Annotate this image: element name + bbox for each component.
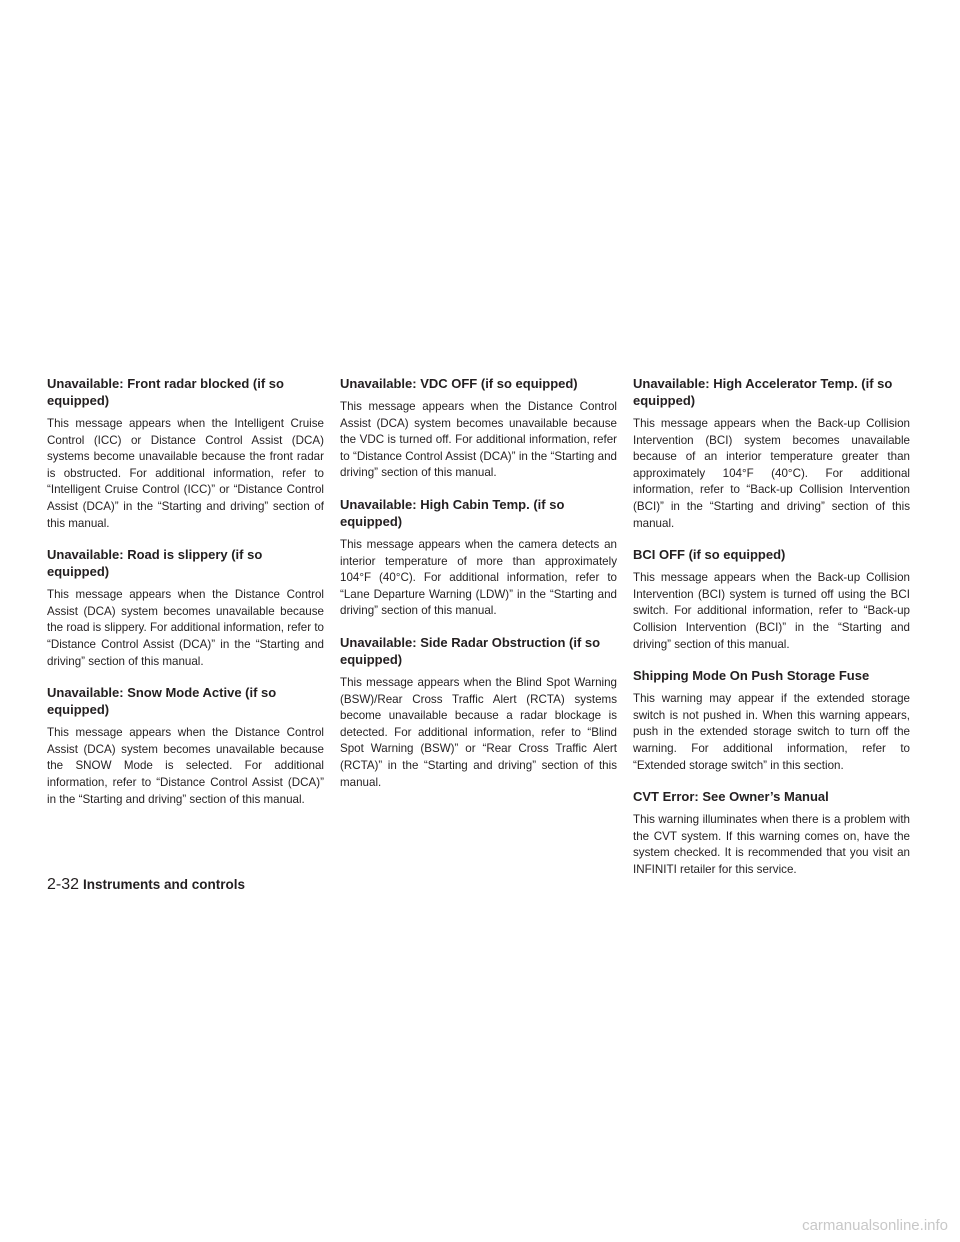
section-heading: Unavailable: High Cabin Temp. (if so equipped) [340,496,565,529]
section [633,546,910,653]
section-heading: Unavailable: High Accelerator Temp. (if so equipped) [633,376,893,408]
page-footer [47,876,245,894]
section [340,375,617,482]
column-1 [47,375,324,822]
section-heading: Unavailable: VDC OFF (if so equipped) [340,376,578,391]
section [633,667,910,774]
section-heading: Unavailable: Side Radar Obstruction (if so equipped) [340,634,601,667]
column-2 [340,375,617,805]
section-heading: BCI OFF (if so equipped) [633,547,786,563]
page-number: 2-32 [47,876,80,893]
section-heading: Unavailable: Front radar blocked (if so equipped) [47,376,284,408]
section-body: This message appears when the Distance Control Assist (DCA) system becomes unavailable because the SNOW Mode is selected. For additional information, refer to “Distance Control Assist (DCA)” in the “Starting and driving” section of this manual. [47,726,324,806]
section-body: This warning illuminates when there is a problem with the CVT system. If this warning comes on, have the system checked. It is recommended that you visit an INFINITI retailer for this service. [633,813,910,876]
section-heading: Unavailable: Road is slippery (if so equipped) [47,547,263,580]
section [633,375,910,532]
section-body: This message appears when the Intelligent Cruise Control (ICC) or Distance Control Assist (DCA) systems become unavailable because the front radar is obstructed. For additional information, refer to “Intelligent Cruise Control (ICC)” or “Distance Control Assist (DCA)” in the “Starting and driving” section of this manual. [47,417,324,530]
section [340,496,617,620]
section-heading: Shipping Mode On Push Storage Fuse [633,668,870,684]
section-body: This message appears when the camera detects an interior temperature of more than approximately 104°F (40°C). For additional information, refer to “Lane Departure Warning (LDW)” in the “Starting and driving” section of this manual. [340,537,617,618]
section-body: This warning may appear if the extended storage switch is not pushed in. When this warning appears, push in the extended storage switch to turn off the warning. For additional information, refer to “Extended storage switch” in this section. [633,692,910,772]
section-body: This message appears when the Distance Control Assist (DCA) system becomes unavailable because the VDC is turned off. For additional information, refer to “Distance Control Assist (DCA)” in the “Starting and driving” section of this manual. [340,400,617,480]
section [47,375,324,532]
section-body: This message appears when the Back-up Collision Intervention (BCI) system is turned off using the BCI switch. For additional information, refer to “Back-up Collision Intervention (BCI)” in the “Starting and driving” section of this manual. [633,571,910,651]
section-heading: CVT Error: See Owner’s Manual [633,789,829,805]
section [47,546,324,670]
column-3 [633,375,910,892]
section-body: This message appears when the Distance Control Assist (DCA) system becomes unavailable because the road is slippery. For additional information, refer to “Distance Control Assist (DCA)” in the “Starting and driving” section of this manual. [47,588,324,668]
section-heading: Unavailable: Snow Mode Active (if so equipped) [47,685,277,718]
watermark: carmanualsonline.info [802,1217,948,1234]
section [340,634,617,791]
section-body: This message appears when the Blind Spot Warning (BSW)/Rear Cross Traffic Alert (RCTA) systems become unavailable because a radar blockage is detected. For additional information, refer to “Blind Spot Warning (BSW)” or “Rear Cross Traffic Alert (RCTA)” in the “Starting and driving” section of this manual. [340,675,617,789]
section [633,788,910,878]
section-body: This message appears when the Back-up Collision Intervention (BCI) system becomes unavailable because of an interior temperature greater than approximately 104°F (40°C). For additional information, refer to “Back-up Collision Intervention (BCI)” in the “Starting and driving” section of this manual. [633,417,910,530]
chapter-title: Instruments and controls [83,877,246,892]
section [47,684,324,808]
